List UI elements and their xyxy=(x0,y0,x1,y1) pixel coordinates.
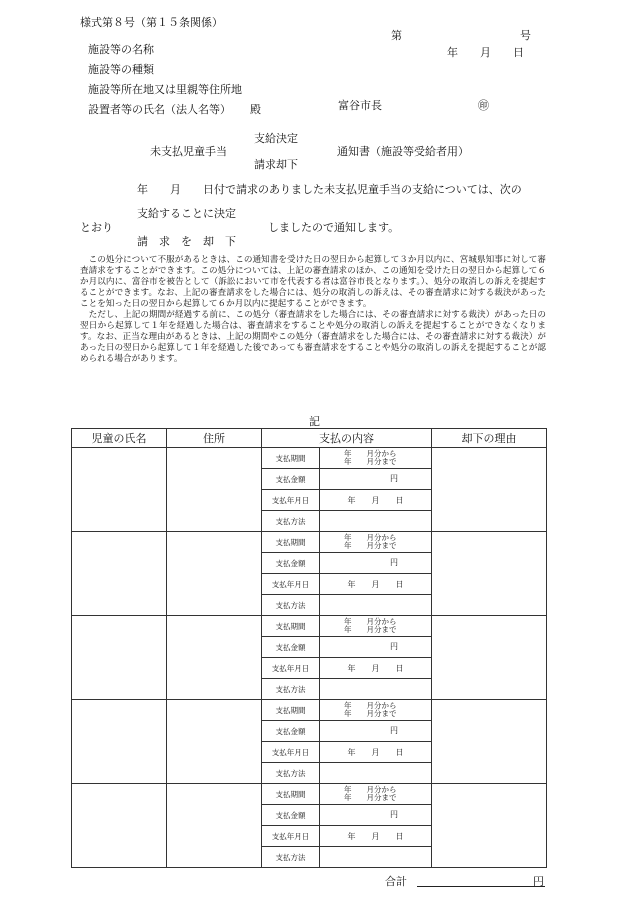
payment-amount-value[interactable] xyxy=(320,469,432,490)
address-cell[interactable] xyxy=(167,700,262,784)
rejection-reason-cell[interactable] xyxy=(432,784,547,868)
payment-date-label: 支払年月日 xyxy=(262,574,320,595)
period-from: 年 月分から xyxy=(344,700,397,710)
payment-table xyxy=(71,428,547,868)
official-seal: ㊞ xyxy=(478,99,489,112)
payment-method-label: 支払方法 xyxy=(262,511,320,532)
payment-period-value[interactable] xyxy=(320,616,432,637)
honorific: 殿 xyxy=(250,103,261,116)
request-sentence: 年 月 日付で請求のありました未支払児童手当の支給については、次の xyxy=(137,183,522,196)
total-amount-field xyxy=(417,886,545,887)
rejection-reason-cell[interactable] xyxy=(432,532,547,616)
appeal-notice-paragraph-1: この処分について不服があるときは、この通知書を受けた日の翌日から起算して３か月以内に、宮城県知事に対して審査請求をすることができます。この処分については、上記の審査請求のほか、この通知を受けた日の翌日から起算して６か月以内に、富谷市を被告として（訴訟において市を代表する者は富谷市長となります。）、処分の取消しの訴えを提起することができます。なお、上記の審査請求をした場合には、処分の取消しの訴えは、その審査請求に対する裁決があったことを知った日の翌日から起算して６か月以内に提起することができます。 xyxy=(80,255,546,309)
payment-date-text: 年 月 日 xyxy=(347,579,404,589)
address-cell[interactable] xyxy=(167,448,262,532)
payment-method-value[interactable] xyxy=(320,511,432,532)
amount-yen-unit: 円 xyxy=(390,558,398,567)
table-row xyxy=(72,616,547,637)
payment-amount-label: 支払金額 xyxy=(262,805,320,826)
address-cell[interactable] xyxy=(167,784,262,868)
table-row xyxy=(72,784,547,805)
payment-date-value[interactable] xyxy=(320,742,432,763)
period-from: 年 月分から xyxy=(344,616,397,626)
payment-date-label: 支払年月日 xyxy=(262,826,320,847)
facility-address-label: 施設等所在地又は里親等住所地 xyxy=(88,83,242,96)
payment-method-label: 支払方法 xyxy=(262,847,320,868)
child-name-cell[interactable] xyxy=(72,532,167,616)
address-cell[interactable] xyxy=(167,532,262,616)
child-name-cell[interactable] xyxy=(72,616,167,700)
payment-method-value[interactable] xyxy=(320,679,432,700)
period-to: 年 月分まで xyxy=(344,625,397,634)
payment-date-value[interactable] xyxy=(320,490,432,511)
payment-date-text: 年 月 日 xyxy=(347,663,404,673)
mayor-name: 富谷市長 xyxy=(338,99,382,112)
payment-period-label: 支払期間 xyxy=(262,784,320,805)
table-row xyxy=(72,448,547,469)
title-suffix: 通知書（施設等受給者用） xyxy=(337,145,469,158)
option-reject: 請 求 を 却 下 xyxy=(137,235,236,248)
header-child-name: 児童の氏名 xyxy=(72,429,167,448)
payment-date-label: 支払年月日 xyxy=(262,490,320,511)
payment-method-value[interactable] xyxy=(320,595,432,616)
header-address: 住所 xyxy=(167,429,262,448)
payment-method-label: 支払方法 xyxy=(262,679,320,700)
notification-suffix: しましたので通知します。 xyxy=(268,221,400,234)
amount-yen-unit: 円 xyxy=(390,642,398,651)
payment-amount-label: 支払金額 xyxy=(262,553,320,574)
total-yen-unit: 円 xyxy=(533,875,544,888)
payment-date-value[interactable] xyxy=(320,574,432,595)
payment-date-label: 支払年月日 xyxy=(262,658,320,679)
period-to: 年 月分まで xyxy=(344,709,397,718)
appeal-notice-paragraph-2: ただし、上記の期間が経過する前に、この処分（審査請求をした場合には、その審査請求に対する裁決）があった日の翌日から起算して１年を経過した場合は、審査請求をすることや処分の取消しの訴えを提起することができなくなります。なお、正当な理由があるときは、上記の期間やこの処分（審査請求をした場合には、その審査請求に対する裁決）があった日の翌日から起算して１年を経過した後であっても審査請求をすることや処分の取消しの訴えを提起することが認められる場合があります。 xyxy=(80,310,546,364)
payment-amount-value[interactable] xyxy=(320,721,432,742)
payment-date-text: 年 月 日 xyxy=(347,495,404,505)
payment-period-value[interactable] xyxy=(320,700,432,721)
amount-yen-unit: 円 xyxy=(390,810,398,819)
founder-name-label: 設置者等の氏名（法人名等） xyxy=(88,103,231,116)
payment-date-value[interactable] xyxy=(320,826,432,847)
address-cell[interactable] xyxy=(167,616,262,700)
form-number: 様式第８号（第１５条関係） xyxy=(80,16,223,29)
payment-amount-value[interactable] xyxy=(320,553,432,574)
payment-period-label: 支払期間 xyxy=(262,448,320,469)
payment-period-value[interactable] xyxy=(320,448,432,469)
period-to: 年 月分まで xyxy=(344,457,397,466)
child-name-cell[interactable] xyxy=(72,448,167,532)
period-to: 年 月分まで xyxy=(344,541,397,550)
period-from: 年 月分から xyxy=(344,448,397,458)
header-rejection-reason: 却下の理由 xyxy=(432,429,547,448)
title-rejection-option: 請求却下 xyxy=(254,158,298,171)
period-from: 年 月分から xyxy=(344,784,397,794)
toori-label: とおり xyxy=(80,221,113,234)
table-row xyxy=(72,532,547,553)
payment-date-label: 支払年月日 xyxy=(262,742,320,763)
header-payment-details: 支払の内容 xyxy=(262,429,432,448)
payment-period-value[interactable] xyxy=(320,532,432,553)
child-name-cell[interactable] xyxy=(72,700,167,784)
table-row xyxy=(72,700,547,721)
rejection-reason-cell[interactable] xyxy=(432,448,547,532)
payment-method-value[interactable] xyxy=(320,763,432,784)
title-main: 未支払児童手当 xyxy=(150,145,227,158)
amount-yen-unit: 円 xyxy=(390,474,398,483)
payment-method-label: 支払方法 xyxy=(262,763,320,784)
table-header-row xyxy=(72,429,547,448)
child-name-cell[interactable] xyxy=(72,784,167,868)
payment-amount-label: 支払金額 xyxy=(262,637,320,658)
payment-date-value[interactable] xyxy=(320,658,432,679)
payment-amount-value[interactable] xyxy=(320,805,432,826)
title-decision-option: 支給決定 xyxy=(254,132,298,145)
facility-type-label: 施設等の種類 xyxy=(88,63,154,76)
payment-period-label: 支払期間 xyxy=(262,532,320,553)
issue-date: 年 月 日 xyxy=(447,46,524,59)
total-label: 合計 xyxy=(385,875,407,888)
payment-date-text: 年 月 日 xyxy=(347,831,404,841)
payment-period-label: 支払期間 xyxy=(262,616,320,637)
payment-amount-label: 支払金額 xyxy=(262,469,320,490)
amount-yen-unit: 円 xyxy=(390,726,398,735)
option-pay: 支給することに決定 xyxy=(137,207,236,220)
ki-heading: 記 xyxy=(309,415,320,428)
payment-date-text: 年 月 日 xyxy=(347,747,404,757)
document-number-prefix: 第 xyxy=(391,29,402,42)
document-number-suffix: 号 xyxy=(520,29,531,42)
period-to: 年 月分まで xyxy=(344,793,397,802)
payment-amount-value[interactable] xyxy=(320,637,432,658)
payment-period-label: 支払期間 xyxy=(262,700,320,721)
payment-period-value[interactable] xyxy=(320,784,432,805)
payment-amount-label: 支払金額 xyxy=(262,721,320,742)
payment-method-value[interactable] xyxy=(320,847,432,868)
rejection-reason-cell[interactable] xyxy=(432,700,547,784)
facility-name-label: 施設等の名称 xyxy=(88,43,154,56)
payment-method-label: 支払方法 xyxy=(262,595,320,616)
appeal-notice xyxy=(80,255,546,365)
period-from: 年 月分から xyxy=(344,532,397,542)
rejection-reason-cell[interactable] xyxy=(432,616,547,700)
